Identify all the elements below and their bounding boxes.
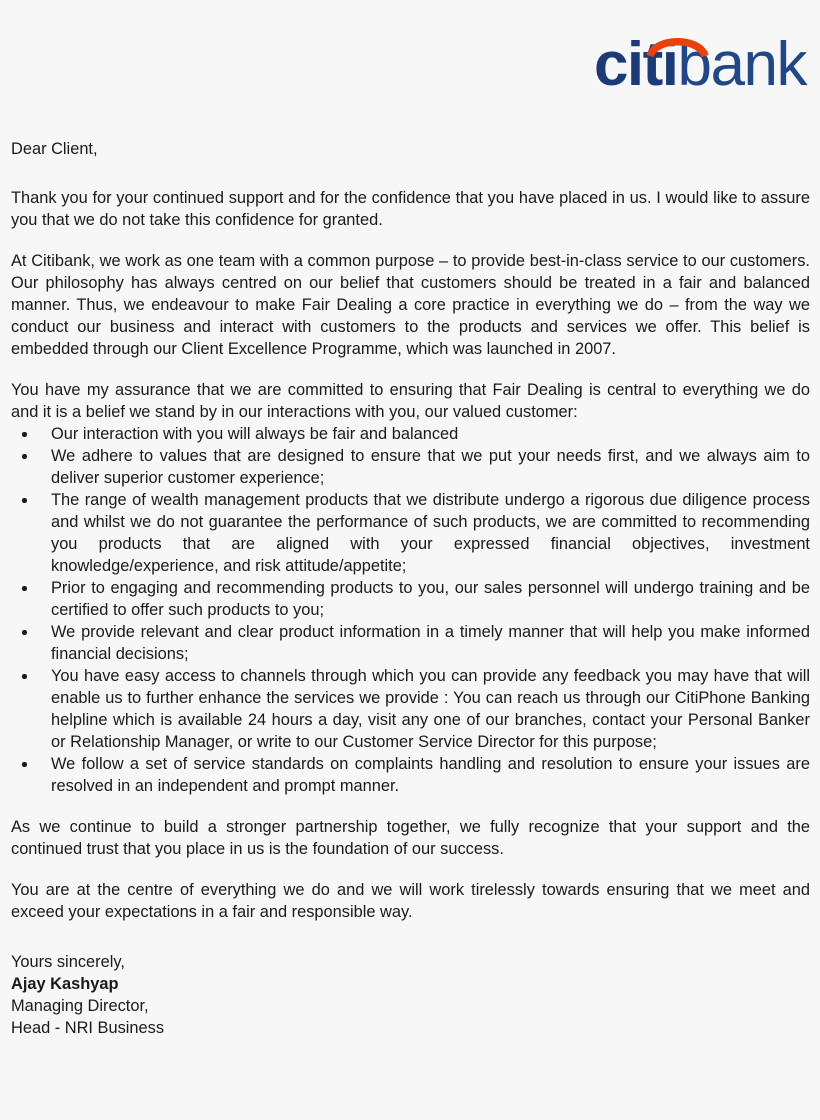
logo-bank-text: bank — [677, 30, 806, 99]
bullet-dot-icon — [22, 674, 27, 679]
bullet-dot-icon — [22, 454, 27, 459]
letter-body — [11, 138, 810, 1039]
list-item-text: The range of wealth management products that we distribute undergo a rigorous due diligence process and whilst we do not guarantee the performance of such products, we are committed to recommending you products that are aligned with your expressed financial objectives, investment knowledge/experience, and risk attitude/appetite; — [51, 491, 810, 575]
list-item-text: We follow a set of service standards on complaints handling and resolution to ensure your issues are resolved in an independent and prompt manner. — [51, 755, 810, 795]
bullet-dot-icon — [22, 586, 27, 591]
bullet-dot-icon — [22, 762, 27, 767]
bullet-dot-icon — [22, 630, 27, 635]
list-item — [11, 665, 810, 753]
list-lead-in: You have my assurance that we are committed to ensuring that Fair Dealing is central to everything we do and it is a belief we stand by in our interactions with you, our valued customer: — [11, 381, 810, 421]
list-item-text: Our interaction with you will always be fair and balanced — [51, 425, 459, 443]
citibank-logo — [593, 30, 806, 99]
list-item — [11, 423, 810, 445]
list-item-text: We adhere to values that are designed to ensure that we put your needs first, and we always aim to deliver superior customer experience; — [51, 447, 810, 487]
logo-citi-text: citi — [593, 30, 678, 99]
list-item-text: You have easy access to channels through which you can provide any feedback you may have that will enable us to further enhance the services we provide : You can reach us through our CitiPhone Banking helpline which is available 24 hours a day, visit any one of our branches, contact your Personal Banker or Relationship Manager, or write to our Customer Service Director for this purpose; — [51, 667, 810, 751]
list-item — [11, 489, 810, 577]
paragraph-1: Thank you for your continued support and for the confidence that you have placed in us. I would like to assure you that we do not take this confidence for granted. — [11, 189, 810, 229]
list-item — [11, 753, 810, 797]
list-item-text: Prior to engaging and recommending products to you, our sales personnel will undergo training and be certified to offer such products to you; — [51, 579, 810, 619]
list-item — [11, 577, 810, 621]
list-item-text: We provide relevant and clear product information in a timely manner that will help you make informed financial decisions; — [51, 623, 810, 663]
closing-paragraph-2: You are at the centre of everything we do and we will work tirelessly towards ensuring that we meet and exceed your expectations in a fair and responsible way. — [11, 881, 810, 921]
signature-block — [11, 951, 810, 1039]
signatory-title-line-1: Managing Director, — [11, 997, 149, 1015]
salutation: Dear Client, — [11, 140, 98, 158]
paragraph-2: At Citibank, we work as one team with a common purpose – to provide best-in-class service to our customers. Our philosophy has always centred on our belief that customers should be treated in a fair and balanced manner. Thus, we endeavour to make Fair Dealing a core practice in everything we do – from the way we conduct our business and interact with customers to the products and services we offer. This belief is embedded through our Client Excellence Programme, which was launched in 2007. — [11, 252, 810, 358]
signatory-name: Ajay Kashyap — [11, 975, 119, 993]
bullet-dot-icon — [22, 432, 27, 437]
list-item — [11, 445, 810, 489]
list-item — [11, 621, 810, 665]
signature-closing: Yours sincerely, — [11, 953, 125, 971]
bullet-dot-icon — [22, 498, 27, 503]
closing-paragraph-1: As we continue to build a stronger partnership together, we fully recognize that your support and the continued trust that you place in us is the foundation of our success. — [11, 818, 810, 858]
commitments-list — [11, 423, 810, 797]
signatory-title-line-2: Head - NRI Business — [11, 1019, 165, 1037]
logo-lockup — [593, 30, 806, 99]
